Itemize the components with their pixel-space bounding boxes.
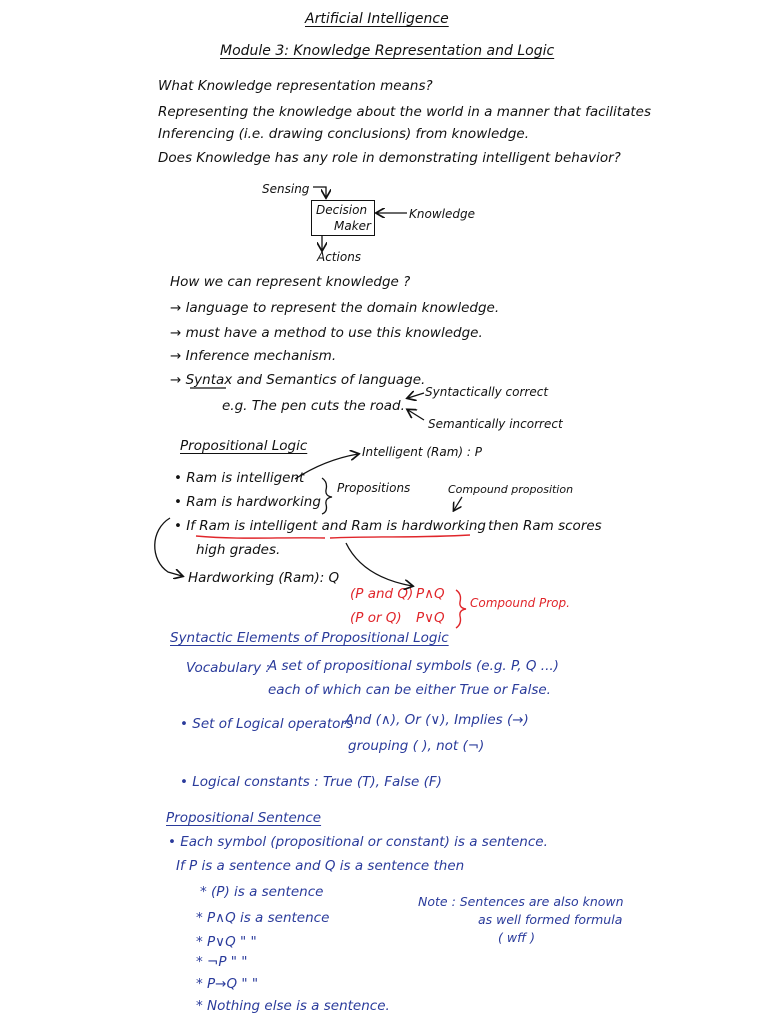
diagram-maker: Maker (334, 219, 371, 233)
compound-prop-label: Compound Prop. (470, 596, 570, 610)
p-vee-q: P∨Q (416, 610, 445, 626)
vocabulary-label: Vocabulary : (186, 660, 270, 676)
arrow-semantically (408, 410, 424, 420)
compound-brace (456, 590, 466, 628)
bullet-ram-intelligent: • Ram is intelligent (174, 470, 305, 486)
module-title: Module 3: Knowledge Representation and Logic (220, 43, 555, 59)
how-item-4: → Syntax and Semantics of language. (170, 372, 426, 388)
note-line-1: Note : Sentences are also known (418, 894, 624, 909)
p-or-q: (P or Q) (350, 610, 402, 626)
prop-logic-title: Propositional Logic (180, 438, 308, 454)
sentence-line-1: • Each symbol (propositional or constant) is a sentence. (168, 834, 548, 850)
example-sentence: e.g. The pen cuts the road. (222, 398, 405, 414)
red-underline-intelligent (196, 536, 325, 538)
note-line-2: as well formed formula (478, 912, 623, 927)
answer-kr-line2: Inferencing (i.e. drawing conclusions) from knowledge. (158, 126, 530, 142)
compound-proposition-note: Compound proposition (448, 483, 574, 496)
arrow-sensing (313, 187, 326, 197)
question-role: Does Knowledge has any role in demonstrating intelligent behavior? (158, 150, 621, 166)
how-title: How we can represent knowledge ? (170, 274, 411, 290)
red-underline-hardworking (330, 535, 470, 538)
answer-kr-line1: Representing the knowledge about the world in a manner that facilitates (158, 104, 651, 120)
arrow-if-to-p-and-q (346, 543, 412, 586)
sentence-item-6: * Nothing else is a sentence. (196, 998, 390, 1014)
vocabulary-text-2: each of which can be either True or False. (268, 682, 551, 698)
sentence-item-4: * ¬P " " (196, 954, 248, 970)
intelligent-ram-p: Intelligent (Ram) : P (362, 445, 483, 459)
syntactically-correct: Syntactically correct (425, 385, 549, 399)
arrow-syntactically (408, 393, 424, 398)
diagram-decision: Decision (316, 203, 368, 217)
propositions-brace (322, 478, 332, 514)
sentence-item-5: * P→Q " " (196, 976, 259, 992)
arrow-intelligent-ram (295, 454, 358, 479)
logical-operators-label: • Set of Logical operators (180, 716, 353, 732)
note-line-3: ( wff ) (498, 930, 535, 945)
diagram-actions: Actions (317, 250, 362, 264)
diagram-sensing: Sensing (262, 182, 310, 196)
semantically-incorrect: Semantically incorrect (428, 417, 563, 431)
how-item-2: → must have a method to use this knowledge. (170, 325, 483, 341)
propositions-label: Propositions (337, 481, 411, 495)
p-and-q: (P and Q) (350, 586, 414, 602)
question-kr: What Knowledge representation means? (158, 78, 433, 94)
logical-constants: • Logical constants : True (T), False (F) (180, 774, 442, 790)
how-item-1: → language to represent the domain knowledge. (170, 300, 500, 316)
logical-operators-text-2: grouping ( ), not (¬) (348, 738, 485, 754)
arrow-compound (454, 497, 462, 510)
p-wedge-q: P∧Q (416, 586, 445, 602)
vocabulary-text: A set of propositional symbols (e.g. P, Q ...) (268, 658, 559, 674)
sentence-item-1: * (P) is a sentence (200, 884, 324, 900)
logical-operators-text: And (∧), Or (∨), Implies (→) (345, 712, 529, 728)
diagram-knowledge: Knowledge (409, 207, 475, 221)
page-title: Artificial Intelligence (305, 11, 449, 27)
sentence-item-3: * P∨Q " " (196, 934, 257, 950)
sentence-item-2: * P∧Q is a sentence (196, 910, 330, 926)
bullet-if-ram: • If Ram is intelligent and Ram is hardworking (174, 518, 486, 534)
then-ram-scores: then Ram scores (488, 518, 602, 534)
prop-sentence-title: Propositional Sentence (166, 810, 322, 826)
high-grades: high grades. (196, 542, 281, 558)
hardworking-ram-q: Hardworking (Ram): Q (188, 570, 340, 586)
how-item-3: → Inference mechanism. (170, 348, 337, 364)
syntactic-elements-title: Syntactic Elements of Propositional Logic (170, 630, 449, 646)
bullet-ram-hardworking: • Ram is hardworking (174, 494, 321, 510)
sentence-line-2: If P is a sentence and Q is a sentence then (176, 858, 465, 874)
